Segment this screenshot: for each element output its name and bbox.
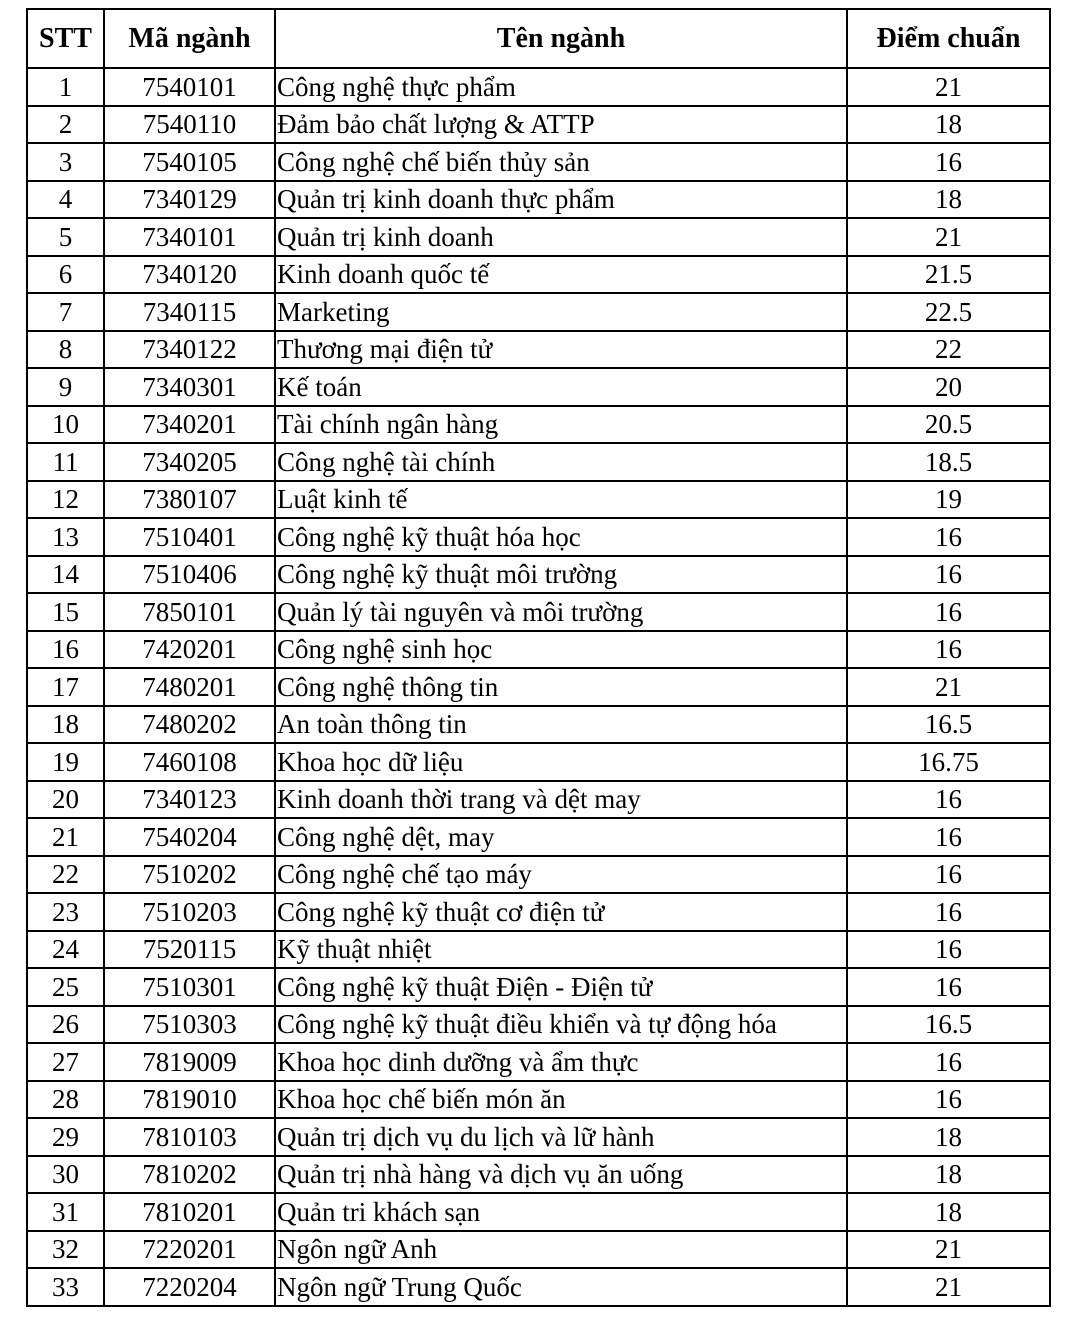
cell-stt: 2 bbox=[27, 106, 104, 144]
cell-major-name: Quản lý tài nguyên và môi trường bbox=[275, 593, 847, 631]
table-row bbox=[27, 743, 1050, 781]
cell-major-code: 7340122 bbox=[104, 331, 275, 369]
cell-major-code: 7510203 bbox=[104, 893, 275, 931]
cell-stt: 29 bbox=[27, 1118, 104, 1156]
header-major-code: Mã ngành bbox=[104, 9, 275, 68]
cell-major-code: 7510406 bbox=[104, 556, 275, 594]
header-major-name: Tên ngành bbox=[275, 9, 847, 68]
cell-cutoff-score: 20 bbox=[847, 368, 1050, 406]
table-row bbox=[27, 818, 1050, 856]
cell-cutoff-score: 21.5 bbox=[847, 256, 1050, 294]
table-row bbox=[27, 893, 1050, 931]
cell-major-code: 7540101 bbox=[104, 68, 275, 106]
table-row bbox=[27, 68, 1050, 106]
cell-major-code: 7810202 bbox=[104, 1156, 275, 1194]
cell-major-name: Công nghệ kỹ thuật Điện - Điện tử bbox=[275, 968, 847, 1006]
cell-major-code: 7510202 bbox=[104, 856, 275, 894]
cell-major-code: 7340115 bbox=[104, 293, 275, 331]
cell-cutoff-score: 16 bbox=[847, 631, 1050, 669]
cell-cutoff-score: 21 bbox=[847, 218, 1050, 256]
cell-stt: 23 bbox=[27, 893, 104, 931]
table-row bbox=[27, 481, 1050, 519]
cell-stt: 32 bbox=[27, 1231, 104, 1269]
cell-cutoff-score: 16 bbox=[847, 556, 1050, 594]
table-row bbox=[27, 106, 1050, 144]
cell-stt: 11 bbox=[27, 443, 104, 481]
admission-scores-table bbox=[26, 8, 1051, 1307]
cell-major-name: Công nghệ chế biến thủy sản bbox=[275, 143, 847, 181]
cell-cutoff-score: 16 bbox=[847, 1043, 1050, 1081]
cell-major-name: Công nghệ tài chính bbox=[275, 443, 847, 481]
header-row bbox=[27, 9, 1050, 68]
cell-major-code: 7220201 bbox=[104, 1231, 275, 1269]
cell-cutoff-score: 16 bbox=[847, 856, 1050, 894]
cell-cutoff-score: 18.5 bbox=[847, 443, 1050, 481]
cell-major-code: 7540105 bbox=[104, 143, 275, 181]
cell-stt: 21 bbox=[27, 818, 104, 856]
cell-cutoff-score: 16 bbox=[847, 818, 1050, 856]
cell-cutoff-score: 16 bbox=[847, 518, 1050, 556]
cell-cutoff-score: 18 bbox=[847, 181, 1050, 219]
table-row bbox=[27, 1193, 1050, 1231]
table-row bbox=[27, 331, 1050, 369]
cell-major-code: 7420201 bbox=[104, 631, 275, 669]
cell-cutoff-score: 22.5 bbox=[847, 293, 1050, 331]
cell-cutoff-score: 16.5 bbox=[847, 706, 1050, 744]
cell-major-code: 7340129 bbox=[104, 181, 275, 219]
cell-cutoff-score: 16 bbox=[847, 1081, 1050, 1119]
cell-cutoff-score: 16 bbox=[847, 893, 1050, 931]
cell-stt: 12 bbox=[27, 481, 104, 519]
table-row bbox=[27, 181, 1050, 219]
cell-stt: 30 bbox=[27, 1156, 104, 1194]
cell-major-name: Ngôn ngữ Anh bbox=[275, 1231, 847, 1269]
cell-major-name: Công nghệ kỹ thuật cơ điện tử bbox=[275, 893, 847, 931]
cell-major-code: 7460108 bbox=[104, 743, 275, 781]
table-row bbox=[27, 218, 1050, 256]
cell-cutoff-score: 16 bbox=[847, 931, 1050, 969]
header-stt: STT bbox=[27, 9, 104, 68]
cell-stt: 28 bbox=[27, 1081, 104, 1119]
table-body bbox=[27, 68, 1050, 1306]
table-row bbox=[27, 856, 1050, 894]
header-cutoff-score: Điểm chuẩn bbox=[847, 9, 1050, 68]
cell-major-code: 7510301 bbox=[104, 968, 275, 1006]
cell-major-name: Công nghệ kỹ thuật điều khiển và tự động hóa bbox=[275, 1006, 847, 1044]
cell-major-name: Kinh doanh thời trang và dệt may bbox=[275, 781, 847, 819]
table-row bbox=[27, 706, 1050, 744]
cell-major-name: Kế toán bbox=[275, 368, 847, 406]
cell-major-name: Công nghệ kỹ thuật môi trường bbox=[275, 556, 847, 594]
cell-major-code: 7480201 bbox=[104, 668, 275, 706]
cell-cutoff-score: 21 bbox=[847, 668, 1050, 706]
cell-stt: 15 bbox=[27, 593, 104, 631]
table-row bbox=[27, 1081, 1050, 1119]
cell-major-name: Kinh doanh quốc tế bbox=[275, 256, 847, 294]
cell-stt: 24 bbox=[27, 931, 104, 969]
cell-major-code: 7340101 bbox=[104, 218, 275, 256]
cell-stt: 1 bbox=[27, 68, 104, 106]
table-row bbox=[27, 781, 1050, 819]
cell-major-code: 7340201 bbox=[104, 406, 275, 444]
cell-stt: 25 bbox=[27, 968, 104, 1006]
cell-stt: 9 bbox=[27, 368, 104, 406]
cell-stt: 18 bbox=[27, 706, 104, 744]
cell-cutoff-score: 20.5 bbox=[847, 406, 1050, 444]
cell-cutoff-score: 18 bbox=[847, 1156, 1050, 1194]
cell-major-name: Đảm bảo chất lượng & ATTP bbox=[275, 106, 847, 144]
cell-major-name: Ngôn ngữ Trung Quốc bbox=[275, 1268, 847, 1306]
cell-major-code: 7850101 bbox=[104, 593, 275, 631]
cell-major-code: 7380107 bbox=[104, 481, 275, 519]
cell-cutoff-score: 16 bbox=[847, 781, 1050, 819]
cell-stt: 7 bbox=[27, 293, 104, 331]
cell-major-code: 7340123 bbox=[104, 781, 275, 819]
cell-major-name: Công nghệ thực phẩm bbox=[275, 68, 847, 106]
table-row bbox=[27, 931, 1050, 969]
table-row bbox=[27, 668, 1050, 706]
cell-major-name: Quản trị kinh doanh thực phẩm bbox=[275, 181, 847, 219]
cell-major-code: 7520115 bbox=[104, 931, 275, 969]
cell-stt: 22 bbox=[27, 856, 104, 894]
cell-major-code: 7480202 bbox=[104, 706, 275, 744]
cell-cutoff-score: 18 bbox=[847, 1193, 1050, 1231]
table-row bbox=[27, 1231, 1050, 1269]
cell-stt: 5 bbox=[27, 218, 104, 256]
cell-stt: 26 bbox=[27, 1006, 104, 1044]
cell-stt: 20 bbox=[27, 781, 104, 819]
table-row bbox=[27, 1268, 1050, 1306]
cell-cutoff-score: 19 bbox=[847, 481, 1050, 519]
cell-stt: 16 bbox=[27, 631, 104, 669]
cell-major-name: Công nghệ dệt, may bbox=[275, 818, 847, 856]
cell-major-name: Luật kinh tế bbox=[275, 481, 847, 519]
cell-cutoff-score: 16 bbox=[847, 593, 1050, 631]
cell-stt: 10 bbox=[27, 406, 104, 444]
cell-stt: 6 bbox=[27, 256, 104, 294]
cell-major-name: Công nghệ sinh học bbox=[275, 631, 847, 669]
cell-cutoff-score: 16 bbox=[847, 968, 1050, 1006]
cell-cutoff-score: 21 bbox=[847, 1231, 1050, 1269]
table-row bbox=[27, 1006, 1050, 1044]
cell-stt: 4 bbox=[27, 181, 104, 219]
cell-major-name: Quản trị dịch vụ du lịch và lữ hành bbox=[275, 1118, 847, 1156]
cell-major-name: Tài chính ngân hàng bbox=[275, 406, 847, 444]
cell-cutoff-score: 22 bbox=[847, 331, 1050, 369]
cell-major-name: Khoa học dữ liệu bbox=[275, 743, 847, 781]
cell-stt: 27 bbox=[27, 1043, 104, 1081]
cell-major-name: Công nghệ kỹ thuật hóa học bbox=[275, 518, 847, 556]
cell-major-name: Quản tri khách sạn bbox=[275, 1193, 847, 1231]
cell-major-name: Khoa học chế biến món ăn bbox=[275, 1081, 847, 1119]
cell-major-code: 7819009 bbox=[104, 1043, 275, 1081]
table-row bbox=[27, 443, 1050, 481]
cell-major-name: Thương mại điện tử bbox=[275, 331, 847, 369]
table-row bbox=[27, 368, 1050, 406]
cell-stt: 33 bbox=[27, 1268, 104, 1306]
cell-major-name: Quản trị nhà hàng và dịch vụ ăn uống bbox=[275, 1156, 847, 1194]
cell-cutoff-score: 21 bbox=[847, 68, 1050, 106]
cell-major-code: 7220204 bbox=[104, 1268, 275, 1306]
cell-major-code: 7540204 bbox=[104, 818, 275, 856]
table-row bbox=[27, 631, 1050, 669]
cell-stt: 17 bbox=[27, 668, 104, 706]
cell-major-name: An toàn thông tin bbox=[275, 706, 847, 744]
table-row bbox=[27, 1156, 1050, 1194]
cell-cutoff-score: 16.5 bbox=[847, 1006, 1050, 1044]
cell-major-code: 7810103 bbox=[104, 1118, 275, 1156]
cell-major-code: 7340205 bbox=[104, 443, 275, 481]
cell-major-name: Khoa học dinh dưỡng và ẩm thực bbox=[275, 1043, 847, 1081]
cell-cutoff-score: 18 bbox=[847, 106, 1050, 144]
cell-stt: 19 bbox=[27, 743, 104, 781]
table-row bbox=[27, 143, 1050, 181]
cell-major-name: Quản trị kinh doanh bbox=[275, 218, 847, 256]
cell-major-code: 7819010 bbox=[104, 1081, 275, 1119]
cell-stt: 14 bbox=[27, 556, 104, 594]
cell-major-code: 7510401 bbox=[104, 518, 275, 556]
cell-major-code: 7340120 bbox=[104, 256, 275, 294]
cell-major-code: 7540110 bbox=[104, 106, 275, 144]
cell-cutoff-score: 16.75 bbox=[847, 743, 1050, 781]
table-row bbox=[27, 256, 1050, 294]
table-row bbox=[27, 293, 1050, 331]
table-row bbox=[27, 1118, 1050, 1156]
table-row bbox=[27, 968, 1050, 1006]
cell-major-code: 7810201 bbox=[104, 1193, 275, 1231]
cell-stt: 13 bbox=[27, 518, 104, 556]
cell-major-code: 7340301 bbox=[104, 368, 275, 406]
cell-major-name: Kỹ thuật nhiệt bbox=[275, 931, 847, 969]
table-row bbox=[27, 593, 1050, 631]
cell-cutoff-score: 18 bbox=[847, 1118, 1050, 1156]
table-row bbox=[27, 1043, 1050, 1081]
table-row bbox=[27, 406, 1050, 444]
cell-major-name: Marketing bbox=[275, 293, 847, 331]
cell-major-code: 7510303 bbox=[104, 1006, 275, 1044]
table-row bbox=[27, 518, 1050, 556]
cell-cutoff-score: 16 bbox=[847, 143, 1050, 181]
cell-major-name: Công nghệ chế tạo máy bbox=[275, 856, 847, 894]
cell-major-name: Công nghệ thông tin bbox=[275, 668, 847, 706]
cell-stt: 3 bbox=[27, 143, 104, 181]
table-row bbox=[27, 556, 1050, 594]
cell-stt: 8 bbox=[27, 331, 104, 369]
table-header bbox=[27, 9, 1050, 68]
cell-stt: 31 bbox=[27, 1193, 104, 1231]
cell-cutoff-score: 21 bbox=[847, 1268, 1050, 1306]
